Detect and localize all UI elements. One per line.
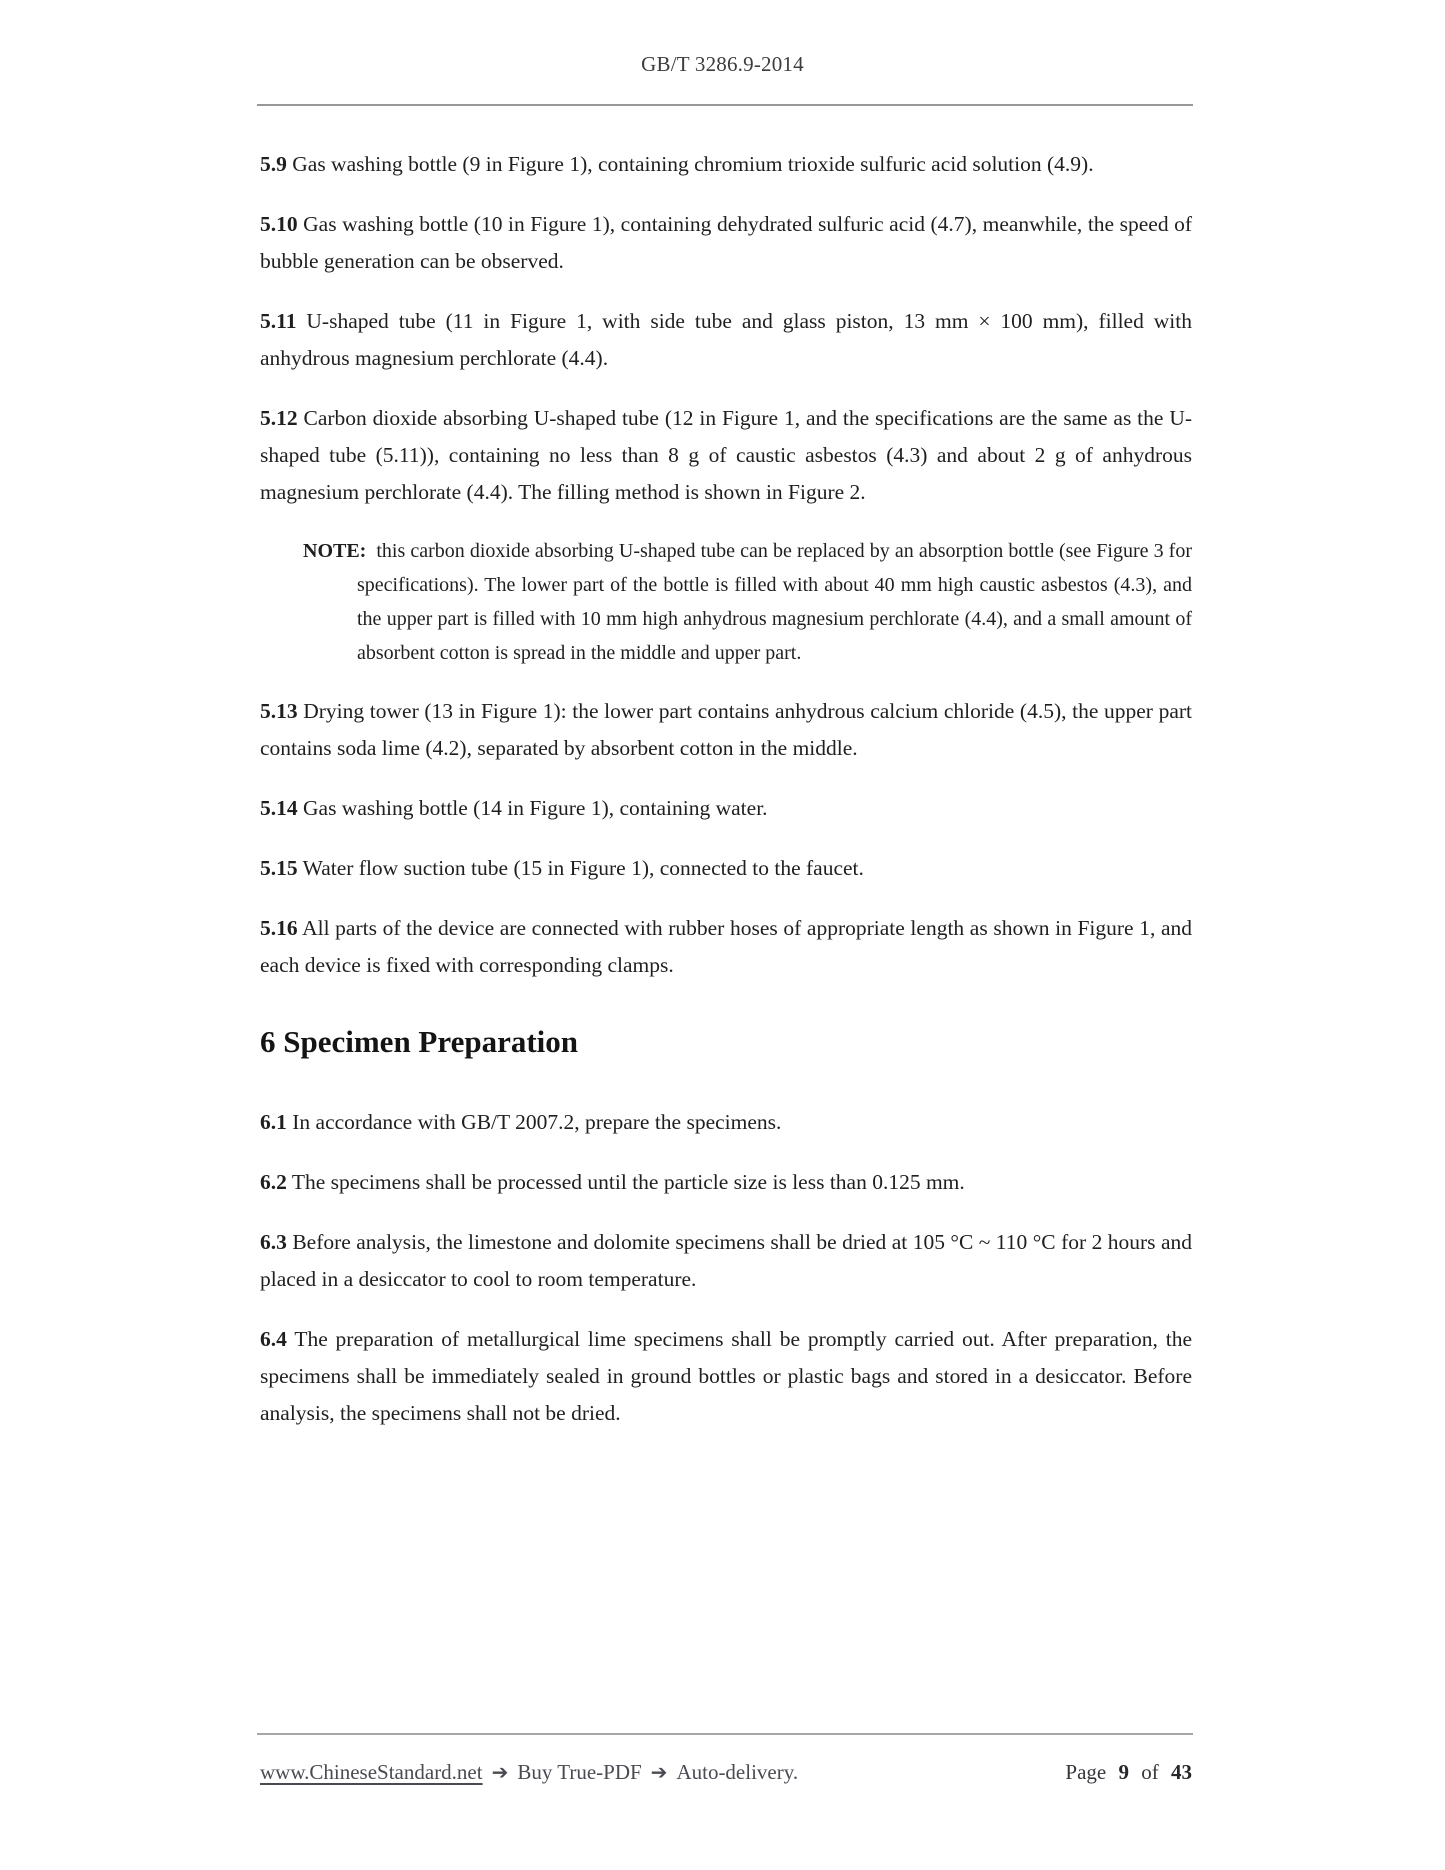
page-indicator [1065,1760,1192,1785]
clause-number: 5.16 [260,916,298,940]
website-link[interactable]: www.ChineseStandard.net [260,1759,483,1784]
clause-text: Gas washing bottle (10 in Figure 1), containing dehydrated sulfuric acid (4.7), meanwhile, the speed of bubble generation can be observed. [260,212,1193,273]
clause-5-14 [260,790,1192,827]
clause-5-16 [260,910,1192,984]
clause-text: Before analysis, the limestone and dolomite specimens shall be dried at 105 °C ~ 110 °C for 2 hours and placed in a desiccator to cool to room temperature. [260,1230,1192,1291]
clause-number: 6.3 [260,1230,287,1254]
clause-text: Gas washing bottle (14 in Figure 1), containing water. [303,796,768,820]
clause-5-13 [260,693,1192,767]
clause-number: 6.2 [260,1170,287,1194]
footer-left [260,1760,798,1785]
clause-text: Water flow suction tube (15 in Figure 1), connected to the faucet. [302,856,864,880]
page-word: Page [1065,1759,1107,1784]
current-page-number: 9 [1118,1759,1129,1784]
clause-number: 5.9 [260,152,287,176]
arrow-icon: ➔ [650,1760,668,1784]
clause-number: 5.13 [260,699,298,723]
clause-6-2 [260,1164,1192,1201]
standard-number: GB/T 3286.9-2014 [641,52,804,76]
clause-text: Drying tower (13 in Figure 1): the lower part contains anhydrous calcium chloride (4.5), the upper part contains soda lime (4.2), separated by absorbent cotton in the middle. [260,699,1193,760]
document-body [260,146,1192,1455]
note-block [260,534,1192,670]
clause-number: 5.11 [260,309,297,333]
clause-5-10 [260,206,1192,280]
clause-text: U-shaped tube (11 in Figure 1, with side tube and glass piston, 13 mm × 100 mm), filled with anhydrous magnesium perchlorate (4.4). [260,309,1193,370]
arrow-icon: ➔ [491,1760,509,1784]
clause-number: 5.10 [260,212,298,236]
total-page-number: 43 [1171,1759,1192,1784]
clause-text: Carbon dioxide absorbing U-shaped tube (12 in Figure 1, and the specifications are the same as the U-shaped tube (5.11)), containing no less than 8 g of caustic asbestos (4.3) and about 2 g of anhydrous magnesium perchlorate (4.4). The filling method is shown in Figure 2. [260,406,1193,504]
clause-6-1 [260,1104,1192,1141]
clause-6-3 [260,1224,1192,1298]
footer-step-buy: Buy True-PDF [517,1759,642,1784]
clause-number: 6.4 [260,1327,287,1351]
note-label: NOTE: [303,540,367,562]
header-divider [257,104,1193,106]
clause-text: The preparation of metallurgical lime specimens shall be promptly carried out. After preparation, the specimens shall be immediately sealed in ground bottles or plastic bags and stored in a desiccator. Before analysis, the specimens shall not be dried. [260,1327,1192,1425]
footer-divider [257,1733,1193,1735]
clause-number: 5.14 [260,796,298,820]
section-heading: 6 Specimen Preparation [260,1024,579,1059]
of-word: of [1141,1759,1159,1784]
clause-5-11 [260,303,1192,377]
clause-text: Gas washing bottle (9 in Figure 1), containing chromium trioxide sulfuric acid solution (4.9). [292,152,1094,176]
clause-text: All parts of the device are connected with rubber hoses of appropriate length as shown in Figure 1, and each device is fixed with corresponding clamps. [260,916,1192,977]
clause-number: 5.15 [260,856,298,880]
clause-text: In accordance with GB/T 2007.2, prepare the specimens. [292,1110,782,1134]
clause-number: 6.1 [260,1110,287,1134]
note-text: this carbon dioxide absorbing U-shaped tube can be replaced by an absorption bottle (see Figure 3 for specifications). The lower part of the bottle is filled with about 40 mm high caustic asbestos (4.3), and the upper part is filled with 10 mm high anhydrous magnesium perchlorate (4.4), and a small amount of absorbent cotton is spread in the middle and upper part. [357,540,1192,664]
clause-number: 5.12 [260,406,298,430]
clause-text: The specimens shall be processed until the particle size is less than 0.125 mm. [291,1170,965,1194]
clause-5-15 [260,850,1192,887]
clause-5-9 [260,146,1192,183]
clause-6-4 [260,1321,1192,1432]
footer-step-delivery: Auto-delivery. [676,1759,799,1784]
clause-5-12 [260,400,1192,511]
footer [260,1752,1192,1792]
